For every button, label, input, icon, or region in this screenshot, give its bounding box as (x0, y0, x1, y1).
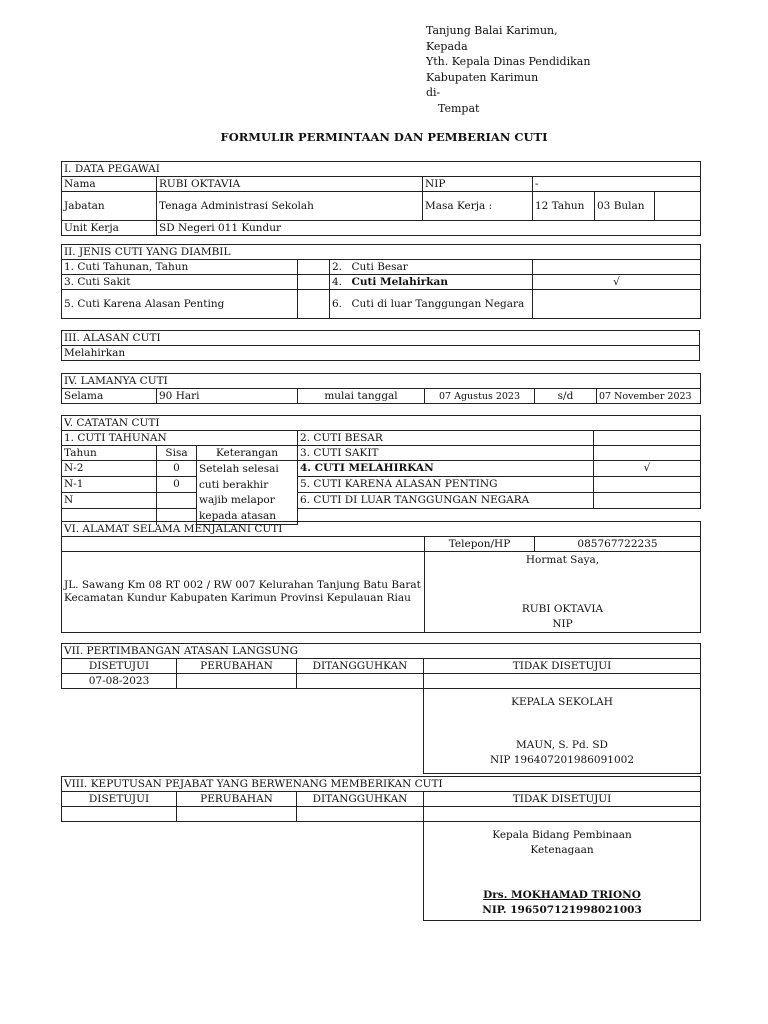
unit-kerja-label: Unit Kerja (62, 221, 157, 236)
telepon-value: 085767722235 (535, 537, 701, 552)
selama-label: Selama (62, 389, 157, 404)
section-pertimbangan (61, 643, 700, 774)
section-3-heading: III. ALASAN CUTI (62, 331, 700, 346)
disetujui-date: 07-08-2023 (62, 674, 177, 689)
alamat-top-empty (62, 537, 425, 552)
catatan-cuti-luar: 6. CUTI DI LUAR TANGGUNGAN NEGARA (298, 493, 594, 509)
ditangguhkan-value (297, 674, 424, 689)
ditangguhkan-col: DITANGGUHKAN (297, 659, 424, 674)
section-catatan-cuti (61, 415, 700, 525)
kepala-sekolah-name: MAUN, S. Pd. SD (516, 739, 608, 751)
cuti-luar-check (533, 290, 701, 319)
sampai-value: 07 November 2023 (597, 389, 701, 404)
tidak-disetujui-value (424, 807, 701, 822)
pejabat-role-line2: Ketenagaan (530, 844, 594, 856)
masa-kerja-label: Masa Kerja : (423, 192, 533, 221)
catatan-cuti-penting-check (594, 477, 701, 493)
cuti-melahirkan-check: √ (533, 275, 701, 290)
row-tahun: N (62, 493, 157, 509)
hormat-saya: Hormat Saya, (525, 554, 600, 566)
pemohon-name: RUBI OKTAVIA (521, 603, 604, 615)
signature-space (427, 568, 698, 602)
to-line: Kepada (426, 39, 468, 53)
kepala-sekolah-role: KEPALA SEKOLAH (511, 696, 613, 708)
region-line: Kabupaten Karimun (426, 70, 539, 84)
catatan-cuti-sakit: 3. CUTI SAKIT (298, 446, 594, 461)
sd-label: s/d (535, 389, 597, 404)
tidak-disetujui-col: TIDAK DISETUJUI (424, 659, 701, 674)
section-8-heading: VIII. KEPUTUSAN PEJABAT YANG BERWENANG MEMBERIKAN CUTI (62, 777, 701, 792)
pejabat-name: Drs. MOKHAMAD TRIONO (483, 889, 641, 901)
keterangan-line: kepada atasan (199, 509, 277, 522)
row-tahun: N-1 (62, 477, 157, 493)
cuti-penting-label: 5. Cuti Karena Alasan Penting (62, 290, 298, 319)
cuti-tahunan-check (298, 260, 330, 275)
perubahan-value (177, 807, 297, 822)
catatan-cuti-besar-check (594, 431, 701, 446)
masa-kerja-empty (655, 192, 701, 221)
alamat-value: JL. Sawang Km 08 RT 002 / RW 007 Kelurahan Tanjung Batu Barat Kecamatan Kundur Kabupaten Karimun Provinsi Kepulauan Riau (62, 552, 425, 633)
perubahan-col: PERUBAHAN (177, 792, 297, 807)
section-data-pegawai (61, 161, 700, 236)
cuti-sakit-label: 3. Cuti Sakit (62, 275, 298, 290)
catatan-cuti-melahirkan-check: √ (594, 461, 701, 477)
form-title: FORMULIR PERMINTAAN DAN PEMBERIAN CUTI (220, 130, 548, 144)
mulai-value: 07 Agustus 2023 (425, 389, 535, 404)
nama-label: Nama (62, 177, 157, 192)
perubahan-value (177, 674, 297, 689)
mulai-label: mulai tanggal (298, 389, 425, 404)
keterangan-line: Setelah selesai (199, 463, 279, 475)
ditangguhkan-value (297, 807, 424, 822)
catatan-cuti-luar-check (594, 493, 701, 509)
section-1-heading: I. DATA PEGAWAI (62, 162, 701, 177)
nama-value: RUBI OKTAVIA (157, 177, 423, 192)
keterangan-line: cuti berakhir (199, 478, 269, 491)
section-alamat (61, 521, 700, 633)
kepala-sekolah-signature (424, 689, 701, 774)
catatan-cuti-melahirkan: 4. CUTI MELAHIRKAN (298, 461, 594, 477)
unit-kerja-value: SD Negeri 011 Kundur (157, 221, 701, 236)
col-tahun: Tahun (62, 446, 157, 461)
cuti-melahirkan-number: 4. (330, 275, 350, 290)
cuti-luar-label: Cuti di luar Tanggungan Negara (350, 290, 533, 319)
disetujui-col: DISETUJUI (62, 792, 177, 807)
place-line: Tanjung Balai Karimun, (426, 24, 558, 37)
row-tahun: N-2 (62, 461, 157, 477)
pemohon-nip: NIP (552, 618, 573, 630)
keputusan-blank (62, 822, 424, 921)
col-sisa: Sisa (157, 446, 197, 461)
pejabat-signature (424, 822, 701, 921)
signature-space (426, 858, 698, 888)
jabatan-label: Jabatan (62, 192, 157, 221)
nip-label: NIP (423, 177, 533, 192)
section-2-heading: II. JENIS CUTI YANG DIAMBIL (62, 245, 701, 260)
section-6-heading: VI. ALAMAT SELAMA MENJALANI CUTI (62, 522, 701, 537)
cuti-tahunan-label: 1. Cuti Tahunan, Tahun (62, 260, 298, 275)
keterangan-line: wajib melapor (199, 494, 275, 506)
telepon-label: Telepon/HP (425, 537, 535, 552)
alasan-value: Melahirkan (62, 346, 700, 361)
pejabat-nip: NIP. 196507121998021003 (482, 904, 642, 916)
perubahan-col: PERUBAHAN (177, 659, 297, 674)
cuti-besar-number: 2. (330, 260, 350, 275)
pemohon-signature (425, 552, 701, 633)
catatan-cuti-sakit-check (594, 446, 701, 461)
cuti-penting-check (298, 290, 330, 319)
col-keterangan: Keterangan (197, 446, 298, 461)
section-alasan-cuti (61, 330, 700, 361)
kepala-sekolah-nip: NIP 196407201986091002 (490, 754, 635, 766)
section-lamanya-cuti (61, 373, 700, 404)
row-sisa: 0 (157, 461, 197, 477)
cuti-luar-number: 6. (330, 290, 350, 319)
disetujui-col: DISETUJUI (62, 659, 177, 674)
recipient-line: Yth. Kepala Dinas Pendidikan (426, 55, 591, 68)
tempat-line: Tempat (438, 101, 480, 115)
pertimbangan-blank (62, 689, 424, 774)
masa-kerja-tahun: 12 Tahun (533, 192, 595, 221)
jabatan-value: Tenaga Administrasi Sekolah (157, 192, 423, 221)
disetujui-value (62, 807, 177, 822)
ditangguhkan-col: DITANGGUHKAN (297, 792, 424, 807)
keterangan-cell (197, 461, 298, 525)
masa-kerja-bulan: 03 Bulan (595, 192, 655, 221)
tidak-disetujui-value (424, 674, 701, 689)
row-sisa (157, 493, 197, 509)
catatan-cuti-penting: 5. CUTI KARENA ALASAN PENTING (298, 477, 594, 493)
cuti-melahirkan-label: Cuti Melahirkan (350, 275, 533, 290)
cuti-besar-label: Cuti Besar (350, 260, 533, 275)
section-4-heading: IV. LAMANYA CUTI (62, 374, 701, 389)
section-5-heading: V. CATATAN CUTI (62, 416, 701, 431)
row-sisa: 0 (157, 477, 197, 493)
section-7-heading: VII. PERTIMBANGAN ATASAN LANGSUNG (62, 644, 701, 659)
catatan-cuti-besar: 2. CUTI BESAR (298, 431, 594, 446)
nip-value: - (533, 177, 701, 192)
tidak-disetujui-col: TIDAK DISETUJUI (424, 792, 701, 807)
section-jenis-cuti (61, 244, 700, 319)
cuti-besar-check (533, 260, 701, 275)
di-line: di- (426, 86, 441, 99)
letter-address-block (426, 23, 590, 116)
cuti-sakit-check (298, 275, 330, 290)
signature-space (426, 710, 698, 738)
pejabat-role-line1: Kepala Bidang Pembinaan (492, 829, 632, 841)
cuti-tahunan-heading: 1. CUTI TAHUNAN (62, 431, 298, 446)
section-keputusan (61, 776, 700, 921)
selama-value: 90 Hari (157, 389, 298, 404)
